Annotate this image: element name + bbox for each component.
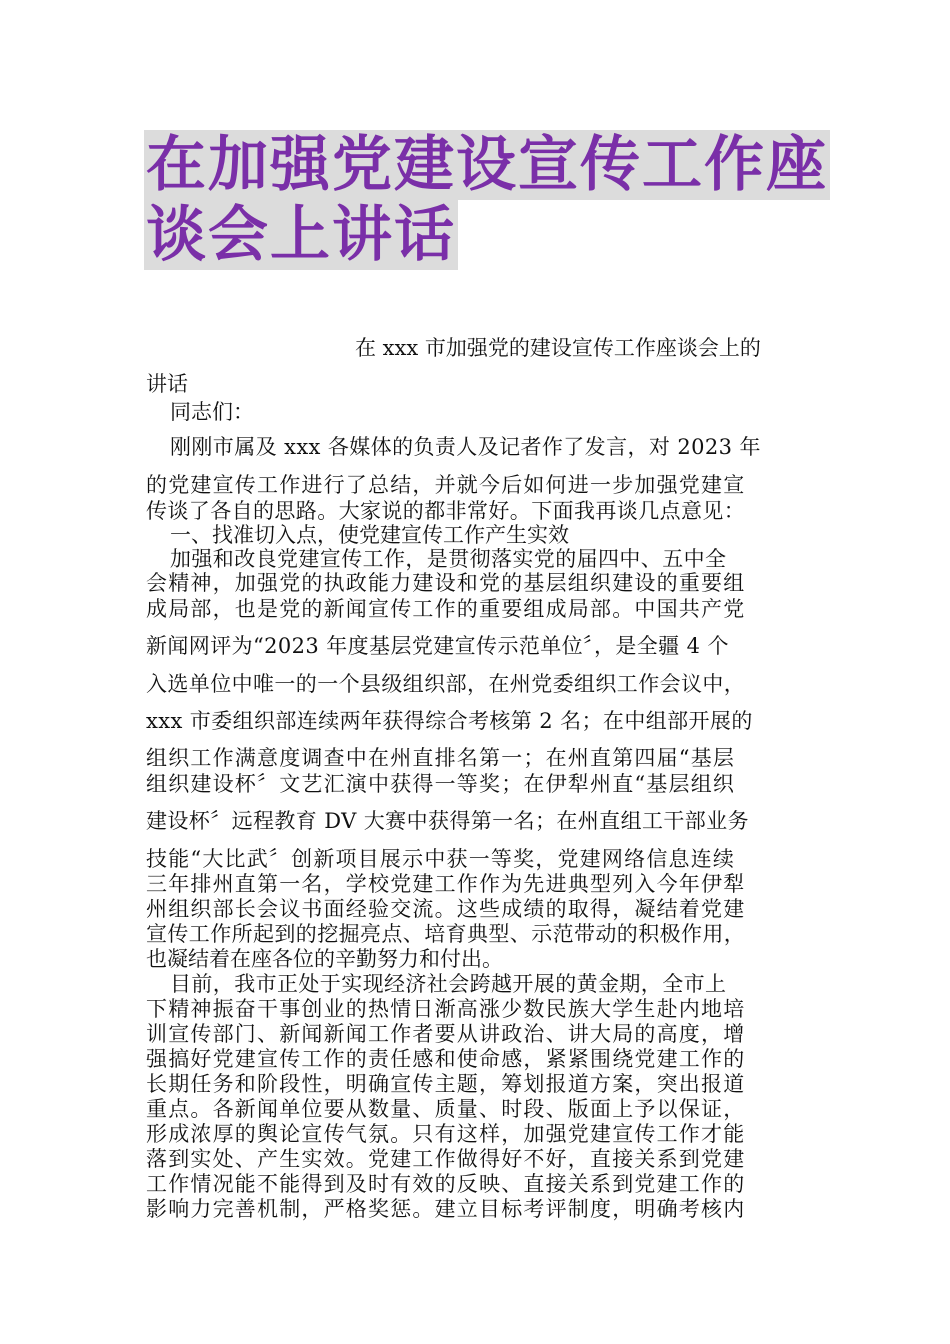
text-line: 工作情况能不能得到及时有效的反映、直接关系到党建工作的 xyxy=(146,1172,746,1196)
text-line: 组织工作满意度调查中在州直排名第一；在州直第四届“基层 xyxy=(146,746,736,770)
text-line: 的党建宣传工作进行了总结，并就今后如何进一步加强党建宣 xyxy=(146,473,746,497)
text-line: 三年排州直第一名，学校党建工作作为先进典型列入今年伊犁 xyxy=(146,872,746,896)
subtitle-line-2: 讲话 xyxy=(146,372,188,396)
text-line: 入选单位中唯一的一个县级组织部，在州党委组织工作会议中， xyxy=(146,672,746,696)
text-line: 影响力完善机制，严格奖惩。建立目标考评制度，明确考核内 xyxy=(146,1197,746,1221)
text-line: 下精神振奋干事创业的热情日渐高涨少数民族大学生赴内地培 xyxy=(146,997,746,1021)
text-line: 强搞好党建宣传工作的责任感和使命感，紧紧围绕党建工作的 xyxy=(146,1047,746,1071)
text-line: 刚刚市属及 xxx 各媒体的负责人及记者作了发言，对 2023 年 xyxy=(170,435,761,459)
document-title-line-1 xyxy=(144,130,830,200)
text-line: xxx 市委组织部连续两年获得综合考核第 2 名；在中组部开展的 xyxy=(146,709,753,733)
text-line: 宣传工作所起到的挖掘亮点、培育典型、示范带动的积极作用， xyxy=(146,922,746,946)
text-line: 技能“大比武〞创新项目展示中获一等奖，党建网络信息连续 xyxy=(146,847,736,871)
subtitle-line-1: 在 xxx 市加强党的建设宣传工作座谈会上的 xyxy=(355,336,761,360)
text-line: 长期任务和阶段性，明确宣传主题，筹划报道方案，突出报道 xyxy=(146,1072,746,1096)
text-line: 训宣传部门、新闻新闻工作者要从讲政治、讲大局的高度，增 xyxy=(146,1022,746,1046)
text-line: 组织建设杯〞文艺汇演中获得一等奖；在伊犁州直“基层组织 xyxy=(146,772,736,796)
text-line: 落到实处、产生实效。党建工作做得好不好，直接关系到党建 xyxy=(146,1147,746,1171)
text-line: 也凝结着在座各位的辛勤努力和付出。 xyxy=(146,947,503,971)
text-line: 同志们： xyxy=(170,400,254,424)
text-line: 形成浓厚的舆论宣传气氛。只有这样，加强党建宣传工作才能 xyxy=(146,1122,746,1146)
text-line: 建设杯〞远程教育 DV 大赛中获得第一名；在州直组工干部业务 xyxy=(146,809,749,833)
document-title-line-2 xyxy=(144,200,458,270)
text-line: 传谈了各自的思路。大家说的都非常好。下面我再谈几点意见： xyxy=(146,499,746,523)
text-line: 成局部，也是党的新闻宣传工作的重要组成局部。中国共产党 xyxy=(146,597,746,621)
text-line: 目前，我市正处于实现经济社会跨越开展的黄金期，全市上 xyxy=(170,972,727,996)
title-text-1: 在加强党建设宣传工作座 xyxy=(146,130,828,200)
text-line: 重点。各新闻单位要从数量、质量、时段、版面上予以保证， xyxy=(146,1097,746,1121)
text-line: 州组织部长会议书面经验交流。这些成绩的取得，凝结着党建 xyxy=(146,897,746,921)
text-line: 会精神，加强党的执政能力建设和党的基层组织建设的重要组 xyxy=(146,571,746,595)
title-text-2: 谈会上讲话 xyxy=(146,200,456,270)
text-line: 一、找准切入点，使党建宣传工作产生实效 xyxy=(170,523,569,547)
text-line: 新闻网评为“2023 年度基层党建宣传示范单位〞，是全疆 4 个 xyxy=(146,634,729,658)
text-line: 加强和改良党建宣传工作，是贯彻落实党的届四中、五中全 xyxy=(170,547,727,571)
